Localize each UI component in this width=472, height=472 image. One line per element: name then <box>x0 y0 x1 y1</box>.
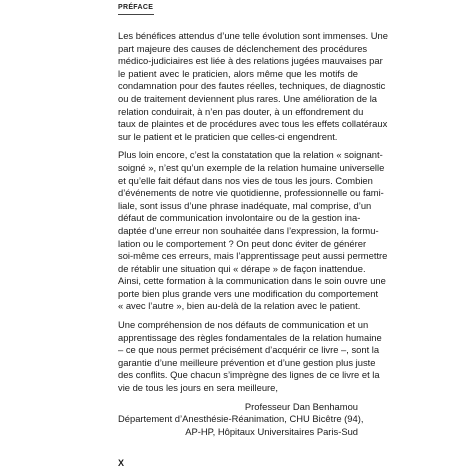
text-line: vie de tous les jours en sera meilleure, <box>118 382 278 394</box>
preface-body <box>118 30 388 438</box>
text-line: soi-même ces erreurs, mais l’apprentissage peut aussi permettre <box>118 250 388 262</box>
text-line: – ce que nous permet précisément d’acquérir ce livre –, sont la <box>118 344 380 356</box>
text-line: Une compréhension de nos défauts de communication et un <box>118 319 369 331</box>
signature-department: Département d’Anesthésie-Réanimation, CHU Bicêtre (94), <box>118 413 364 425</box>
text-line: le patient avec le praticien, alors même que les motifs de <box>118 67 358 79</box>
text-line: « avec l’autre », bien au-delà de la relation avec le patient. <box>118 300 361 312</box>
text-line: part majeure des causes de déclenchement des procédures <box>118 42 368 54</box>
text-line: des conflits. Que chacun s’imprègne des lignes de ce livre et la <box>118 369 380 381</box>
paragraph-3 <box>118 319 382 395</box>
text-line: de rétablir une situation qui « dérape » de façon inattendue. <box>118 262 366 274</box>
text-line: Les bénéfices attendus d’une telle évolution sont immenses. Une <box>118 30 388 41</box>
running-header: PRÉFACE <box>118 4 154 11</box>
page-number: X <box>118 458 125 468</box>
text-line: lation ou le comportement ? On peut donc éviter de générer <box>118 237 367 249</box>
signature-institution: AP-HP, Hôpitaux Universitaires Paris-Sud <box>185 425 358 437</box>
text-line: soigné », n’est qu’un exemple de la relation humaine universelle <box>118 161 385 173</box>
text-line: ou de traitement deviennent plus rares. Une amélioration de la <box>118 92 378 104</box>
text-line: et qu’elle fait défaut dans nos vies de tous les jours. Combien <box>118 174 373 186</box>
header-rule <box>118 14 154 15</box>
text-line: taux de plaintes et de procédures avec tous les effets collatéraux <box>118 118 388 130</box>
text-line: sur le patient et le praticien que celles-ci engendrent. <box>118 130 338 142</box>
signature-name: Professeur Dan Benhamou <box>244 400 358 412</box>
text-line: liale, sont issus d’une phrase inadéquate, mal comprise, d’un <box>118 199 372 211</box>
text-line: porte bien plus grande vers une modification du comportement <box>118 287 379 299</box>
text-line: Ainsi, cette formation à la communication dans le soin ouvre une <box>118 275 386 287</box>
paragraph-1 <box>118 30 388 143</box>
text-line: garantie d’une meilleure prévention et d’une gestion plus juste <box>118 356 376 368</box>
paragraph-2 <box>118 149 388 313</box>
signature-block <box>118 400 364 439</box>
text-line: Plus loin encore, c’est la constatation que la relation « soignant- <box>118 149 383 161</box>
text-line: défaut de communication involontaire ou de la gestion ina- <box>118 212 361 224</box>
text-line: apprentissage des règles fondamentales de la relation humaine <box>118 331 382 343</box>
text-line: condamnation pour des fautes réelles, techniques, de diagnostic <box>118 80 386 92</box>
text-line: relation conduirait, à n’en pas douter, à un effondrement du <box>118 105 364 117</box>
text-line: médico-judiciaires est liée à des relations jugées mauvaises par <box>118 55 383 67</box>
text-line: daptée d’une erreur non souhaitée dans l’expression, la formu- <box>118 224 379 236</box>
text-line: d’événements de notre vie quotidienne, professionnelle ou fami- <box>118 187 384 199</box>
